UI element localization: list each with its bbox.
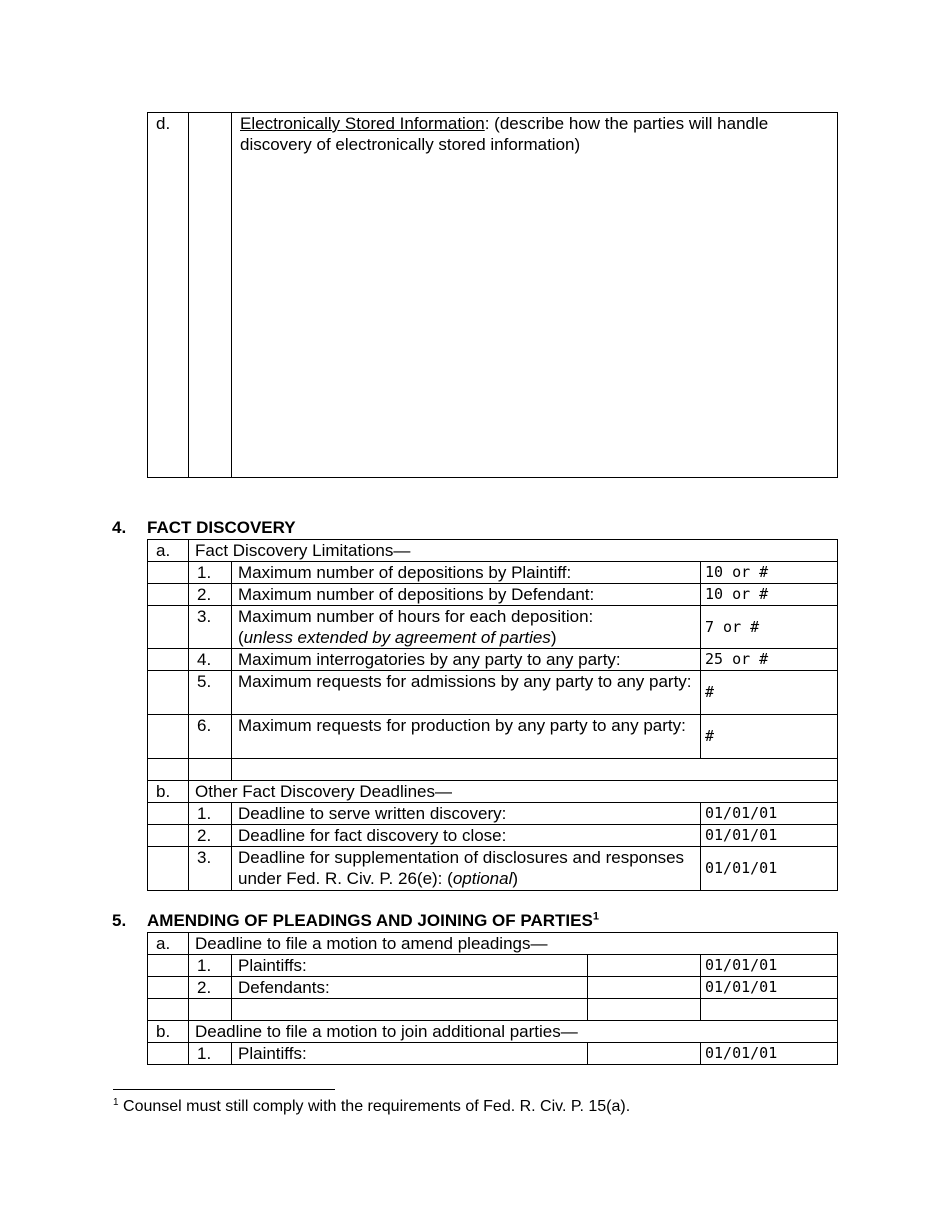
row-number: 1. bbox=[189, 562, 232, 584]
row-value[interactable]: # bbox=[701, 715, 838, 759]
table-row bbox=[148, 540, 838, 562]
row-value[interactable]: 01/01/01 bbox=[701, 955, 838, 977]
row-number: 6. bbox=[189, 715, 232, 759]
esi-description: : (describe how the parties will handle discovery of electronically stored information) bbox=[240, 114, 769, 154]
row-number: 2. bbox=[189, 977, 232, 999]
row-number: 2. bbox=[189, 825, 232, 847]
esi-letter: d. bbox=[148, 113, 189, 478]
table-row bbox=[148, 1043, 838, 1065]
table-row bbox=[148, 999, 838, 1021]
row-heading: Other Fact Discovery Deadlines— bbox=[189, 781, 838, 803]
row-number: 3. bbox=[189, 606, 232, 649]
row-value[interactable]: 7 or # bbox=[701, 606, 838, 649]
section4-title: FACT DISCOVERY bbox=[147, 518, 296, 537]
row-heading: Deadline to file a motion to amend pleadings— bbox=[189, 933, 838, 955]
row-value[interactable]: 01/01/01 bbox=[701, 977, 838, 999]
row-value[interactable]: 01/01/01 bbox=[701, 847, 838, 891]
table-row bbox=[148, 649, 838, 671]
row-letter: a. bbox=[148, 540, 189, 562]
table-row bbox=[148, 562, 838, 584]
row-label: Deadline for fact discovery to close: bbox=[232, 825, 701, 847]
section5-number: 5. bbox=[112, 911, 127, 930]
esi-table bbox=[147, 112, 838, 478]
esi-row bbox=[148, 113, 838, 478]
row-number: 5. bbox=[189, 671, 232, 715]
table-row bbox=[148, 933, 838, 955]
footnote bbox=[113, 1096, 630, 1117]
table-row bbox=[148, 1021, 838, 1043]
table-row bbox=[148, 584, 838, 606]
section5-heading bbox=[112, 910, 599, 931]
row-label: Deadline for supplementation of disclosures and responses under Fed. R. Civ. P. 26(e): (optional) bbox=[232, 847, 701, 891]
footnote-ref[interactable]: 1 bbox=[592, 910, 599, 923]
table-row bbox=[148, 781, 838, 803]
footnote-text: Counsel must still comply with the requirements of Fed. R. Civ. P. 15(a). bbox=[118, 1098, 631, 1115]
table-row bbox=[148, 671, 838, 715]
row-label: Maximum number of hours for each deposition: (unless extended by agreement of parties) bbox=[232, 606, 701, 649]
row-value[interactable]: 10 or # bbox=[701, 562, 838, 584]
row-value[interactable]: 01/01/01 bbox=[701, 825, 838, 847]
table-row bbox=[148, 955, 838, 977]
row-heading: Deadline to file a motion to join additional parties— bbox=[189, 1021, 838, 1043]
row-label: Plaintiffs: bbox=[232, 955, 588, 977]
table-row bbox=[148, 825, 838, 847]
row-label: Plaintiffs: bbox=[232, 1043, 588, 1065]
footnote-mark: 1 bbox=[113, 1097, 119, 1108]
row-value[interactable]: 25 or # bbox=[701, 649, 838, 671]
row-label: Maximum requests for production by any party to any party: bbox=[232, 715, 701, 759]
row-label: Maximum number of depositions by Defendant: bbox=[232, 584, 701, 606]
table-row bbox=[148, 759, 838, 781]
esi-cell[interactable] bbox=[232, 113, 838, 478]
row-number: 1. bbox=[189, 803, 232, 825]
section5-title: AMENDING OF PLEADINGS AND JOINING OF PARTIES bbox=[147, 911, 593, 930]
row-number: 1. bbox=[189, 955, 232, 977]
row-label: Maximum requests for admissions by any party to any party: bbox=[232, 671, 701, 715]
section4-number: 4. bbox=[112, 518, 127, 537]
row-label: Defendants: bbox=[232, 977, 588, 999]
row-label: Maximum number of depositions by Plaintiff: bbox=[232, 562, 701, 584]
row-label: Deadline to serve written discovery: bbox=[232, 803, 701, 825]
row-number: 1. bbox=[189, 1043, 232, 1065]
footnote-separator bbox=[113, 1089, 335, 1090]
row-value[interactable]: # bbox=[701, 671, 838, 715]
row-letter: b. bbox=[148, 781, 189, 803]
row-label: Maximum interrogatories by any party to any party: bbox=[232, 649, 701, 671]
row-number: 3. bbox=[189, 847, 232, 891]
row-value[interactable]: 01/01/01 bbox=[701, 803, 838, 825]
table-row bbox=[148, 847, 838, 891]
table-row bbox=[148, 977, 838, 999]
esi-title: Electronically Stored Information bbox=[240, 114, 485, 133]
row-value[interactable]: 01/01/01 bbox=[701, 1043, 838, 1065]
row-heading: Fact Discovery Limitations— bbox=[189, 540, 838, 562]
pleadings-table bbox=[147, 932, 838, 1065]
fact-discovery-table bbox=[147, 539, 838, 891]
row-letter: a. bbox=[148, 933, 189, 955]
row-value[interactable]: 10 or # bbox=[701, 584, 838, 606]
row-number: 2. bbox=[189, 584, 232, 606]
row-number: 4. bbox=[189, 649, 232, 671]
row-letter: b. bbox=[148, 1021, 189, 1043]
table-row bbox=[148, 803, 838, 825]
section4-heading bbox=[112, 517, 296, 538]
table-row bbox=[148, 606, 838, 649]
table-row bbox=[148, 715, 838, 759]
